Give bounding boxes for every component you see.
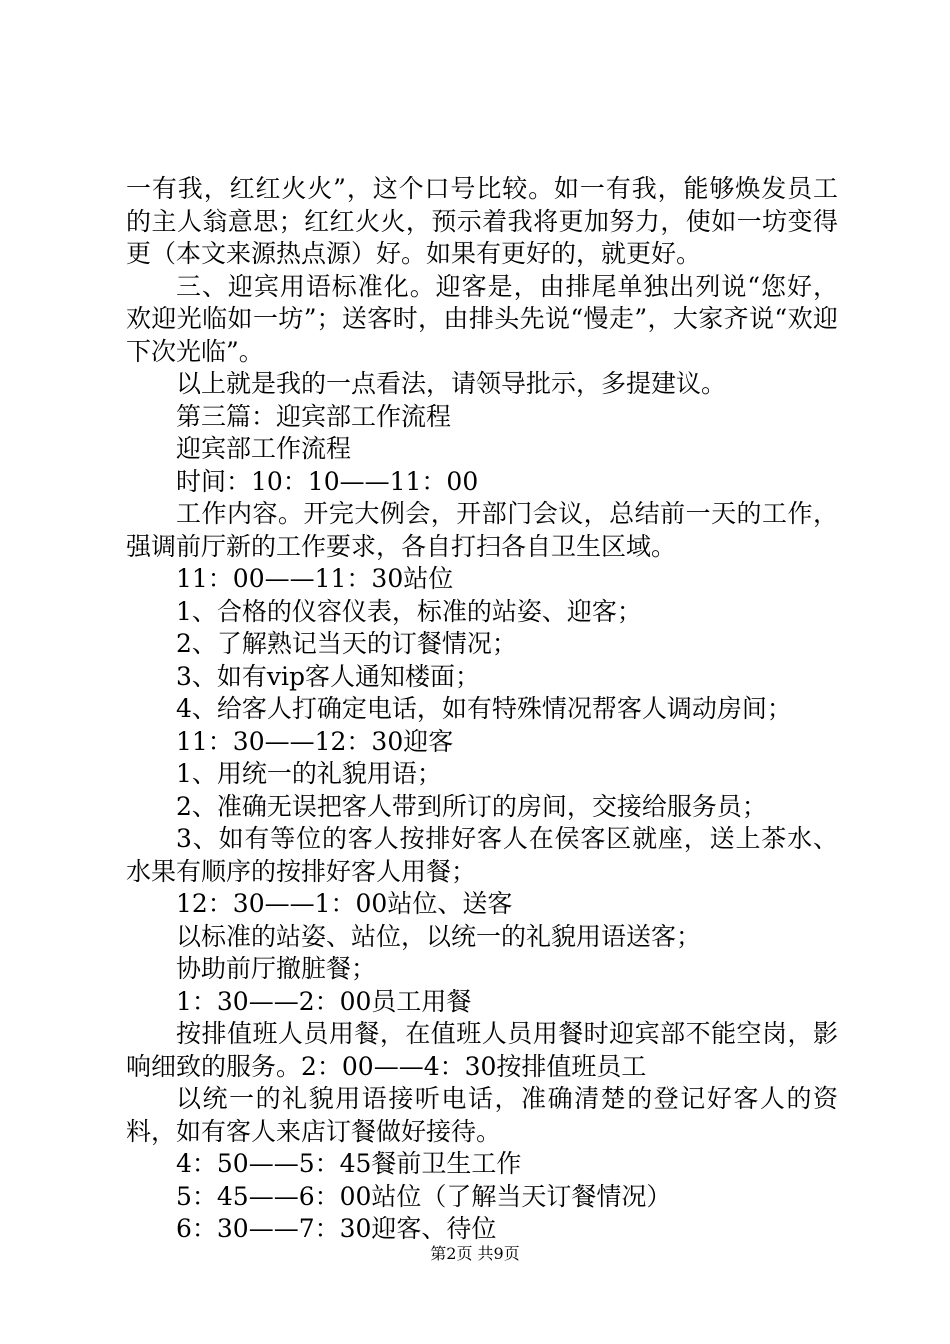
paragraph: 以标准的站姿、站位，以统一的礼貌用语送客； — [176, 921, 702, 951]
paragraph: 第三篇：迎宾部工作流程 — [176, 401, 452, 431]
paragraph: 工作内容。开完大例会，开部门会议，总结前一天的工作，强调前厅新的工作要求，各自打扫各自卫生区域。 — [126, 499, 838, 561]
paragraph: 三、迎宾用语标准化。迎客是，由排尾单独出列说“您好，欢迎光临如一坊”；送客时，由排头先说“慢走”，大家齐说“欢迎下次光临”。 — [126, 271, 838, 366]
paragraph: 协助前厅撤脏餐； — [176, 954, 377, 983]
paragraph: 4、给客人打确定电话，如有特殊情况帮客人调动房间； — [176, 694, 792, 723]
paragraph: 11：00——11：30站位 — [176, 564, 454, 593]
paragraph: 1、用统一的礼貌用语； — [176, 759, 442, 788]
page-footer: 第2页 共9页 — [430, 1244, 520, 1263]
paragraph: 按排值班人员用餐，在值班人员用餐时迎宾部不能空岗，影响细致的服务。2：00——4：30按排值班员工 — [126, 1019, 838, 1081]
paragraph: 2、准确无误把客人带到所订的房间，交接给服务员； — [176, 791, 767, 821]
paragraph: 一有我，红红火火”，这个口号比较。如一有我，能够焕发员工的主人翁意思；红红火火，预示着我将更加努力，使如一坊变得更（本文来源热点源）好。如果有更好的，就更好。 — [126, 174, 838, 268]
paragraph: 以统一的礼貌用语接听电话，准确清楚的登记好客人的资料，如有客人来店订餐做好接待。 — [126, 1084, 838, 1146]
paragraph: 3、如有vip客人通知楼面； — [176, 661, 481, 691]
paragraph: 迎宾部工作流程 — [176, 434, 352, 463]
paragraph: 12：30——1：00站位、送客 — [176, 889, 513, 918]
paragraph: 3、如有等位的客人按排好客人在侯客区就座，送上茶水、水果有顺序的按排好客人用餐； — [126, 824, 838, 886]
paragraph: 以上就是我的一点看法，请领导批示，多提建议。 — [176, 369, 727, 398]
paragraph: 5：45——6：00站位（了解当天订餐情况） — [176, 1181, 672, 1211]
paragraph: 11：30——12：30迎客 — [176, 726, 454, 756]
paragraph: 4：50——5：45餐前卫生工作 — [176, 1149, 522, 1178]
paragraph: 1、合格的仪容仪表，标准的站姿、迎客； — [176, 596, 642, 626]
document-body — [126, 173, 838, 1246]
paragraph: 6：30——7：30迎客、待位 — [176, 1214, 497, 1243]
paragraph: 时间：10：10——11：00 — [176, 466, 479, 496]
paragraph: 1：30——2：00员工用餐 — [176, 986, 472, 1016]
paragraph: 2、了解熟记当天的订餐情况； — [176, 629, 517, 658]
